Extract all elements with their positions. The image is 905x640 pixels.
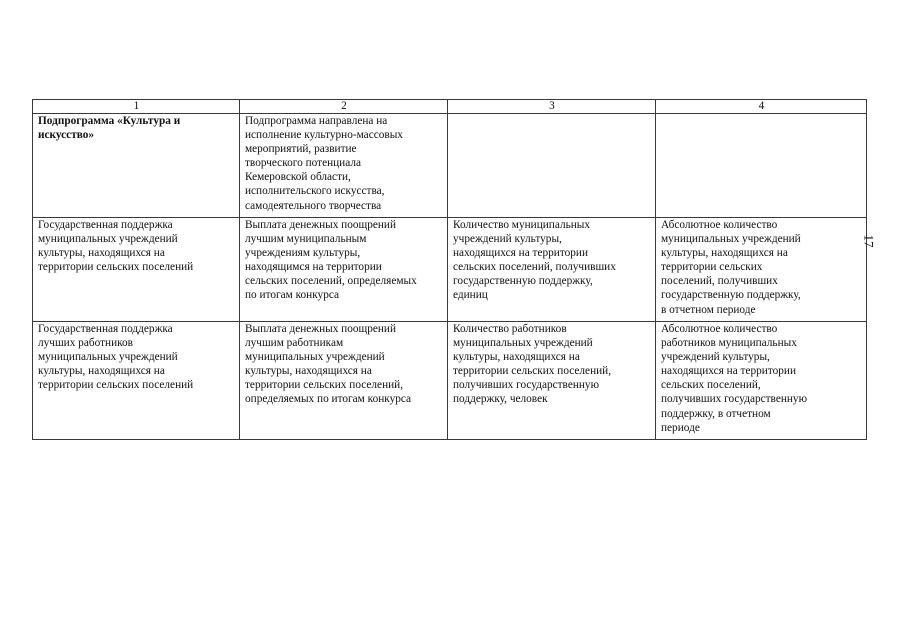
column-number-1: 1 xyxy=(33,100,240,114)
table-row xyxy=(33,218,867,322)
table-row xyxy=(33,322,867,440)
measure-description-cell: Выплата денежных поощрений лучшим работникам муниципальных учреждений культуры, находящихся на территории сельских поселений, определяемых по итогам конкурса xyxy=(240,322,448,440)
measure-name-cell: Государственная поддержка муниципальных учреждений культуры, находящихся на территории сельских поселений xyxy=(33,218,240,322)
page-number: 17 xyxy=(861,234,877,248)
indicator-method-cell: Абсолютное количество муниципальных учреждений культуры, находящихся на территории сельских поселений, получивших государственную поддержку, в отчетном периоде xyxy=(656,218,867,322)
column-number-2: 2 xyxy=(240,100,448,114)
subprogram-title-cell: Подпрограмма «Культура и искусство» xyxy=(33,114,240,218)
table-header-row xyxy=(33,100,867,114)
table-row xyxy=(33,114,867,218)
column-number-4: 4 xyxy=(656,100,867,114)
measure-name-cell: Государственная поддержка лучших работников муниципальных учреждений культуры, находящихся на территории сельских поселений xyxy=(33,322,240,440)
column-number-3: 3 xyxy=(448,100,656,114)
indicator-name-cell: Количество муниципальных учреждений культуры, находящихся на территории сельских поселений, получивших государственную поддержку, единиц xyxy=(448,218,656,322)
indicator-method-cell: Абсолютное количество работников муниципальных учреждений культуры, находящихся на территории сельских поселений, получивших государственную поддержку, в отчетном периоде xyxy=(656,322,867,440)
indicator-name-cell: Количество работников муниципальных учреждений культуры, находящихся на территории сельских поселений, получивших государственную поддержку, человек xyxy=(448,322,656,440)
empty-cell xyxy=(448,114,656,218)
program-table xyxy=(32,99,867,440)
subprogram-description-cell: Подпрограмма направлена на исполнение культурно-массовых мероприятий, развитие творческого потенциала Кемеровской области, исполнительского искусства, самодеятельного творчества xyxy=(240,114,448,218)
empty-cell xyxy=(656,114,867,218)
measure-description-cell: Выплата денежных поощрений лучшим муниципальным учреждениям культуры, находящимся на территории сельских поселений, определяемых по итогам конкурса xyxy=(240,218,448,322)
